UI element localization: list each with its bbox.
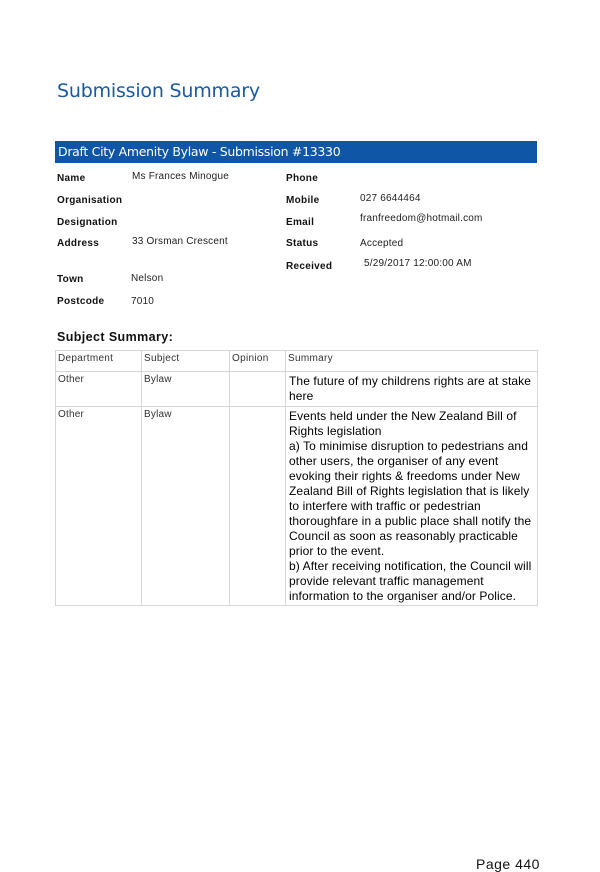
field-name-value: Ms Frances Minogue [132,171,229,182]
subject-summary-heading: Subject Summary: [57,330,174,344]
summary-paragraph: Events held under the New Zealand Bill of Rights legislation [289,409,517,438]
table-row [56,407,538,606]
field-town-label: Town [57,274,84,285]
field-postcode-label: Postcode [57,296,105,307]
submission-banner: Draft City Amenity Bylaw - Submission #13330 [55,141,537,163]
field-received-label: Received [286,261,333,272]
cell-summary [286,407,538,606]
field-mobile-label: Mobile [286,195,320,206]
field-received-value: 5/29/2017 12:00:00 AM [364,258,472,269]
field-town-value: Nelson [131,273,164,284]
cell-summary [286,372,538,407]
field-name-label: Name [57,173,86,184]
field-mobile-value: 027 6644464 [360,193,421,204]
cell-subject: Bylaw [142,372,230,407]
column-header-department: Department [56,351,142,372]
field-status-label: Status [286,238,319,249]
field-phone-label: Phone [286,173,319,184]
cell-subject: Bylaw [142,407,230,606]
summary-paragraph: a) To minimise disruption to pedestrians and other users, the organiser of any event evoking their rights & freedoms under New Zealand Bill of Rights legislation that is likely to interfere with traffic or pedestrian thoroughfare in a public place shall notify the Council as soon as reasonably practicable prior to the event. [289,439,532,558]
field-email-label: Email [286,217,315,228]
column-header-summary: Summary [286,351,538,372]
summary-paragraph: b) After receiving notification, the Council will provide relevant traffic management information to the organiser and/or Police. [289,559,532,603]
field-postcode-value: 7010 [131,296,155,307]
column-header-subject: Subject [142,351,230,372]
field-designation-label: Designation [57,217,118,228]
field-organisation-label: Organisation [57,195,123,206]
summary-paragraph: The future of my childrens rights are at stake here [289,374,532,403]
cell-department: Other [56,372,142,407]
cell-opinion [230,372,286,407]
table-header-row [56,351,538,372]
page-number: Page 440 [476,856,540,872]
column-header-opinion: Opinion [230,351,286,372]
field-address-value: 33 Orsman Crescent [132,236,228,247]
field-email-value: franfreedom@hotmail.com [360,213,483,224]
field-address-label: Address [57,238,100,249]
subject-summary-table [55,350,538,606]
field-status-value: Accepted [360,238,404,249]
cell-department: Other [56,407,142,606]
table-row [56,372,538,407]
cell-opinion [230,407,286,606]
document-title: Submission Summary [57,80,260,102]
